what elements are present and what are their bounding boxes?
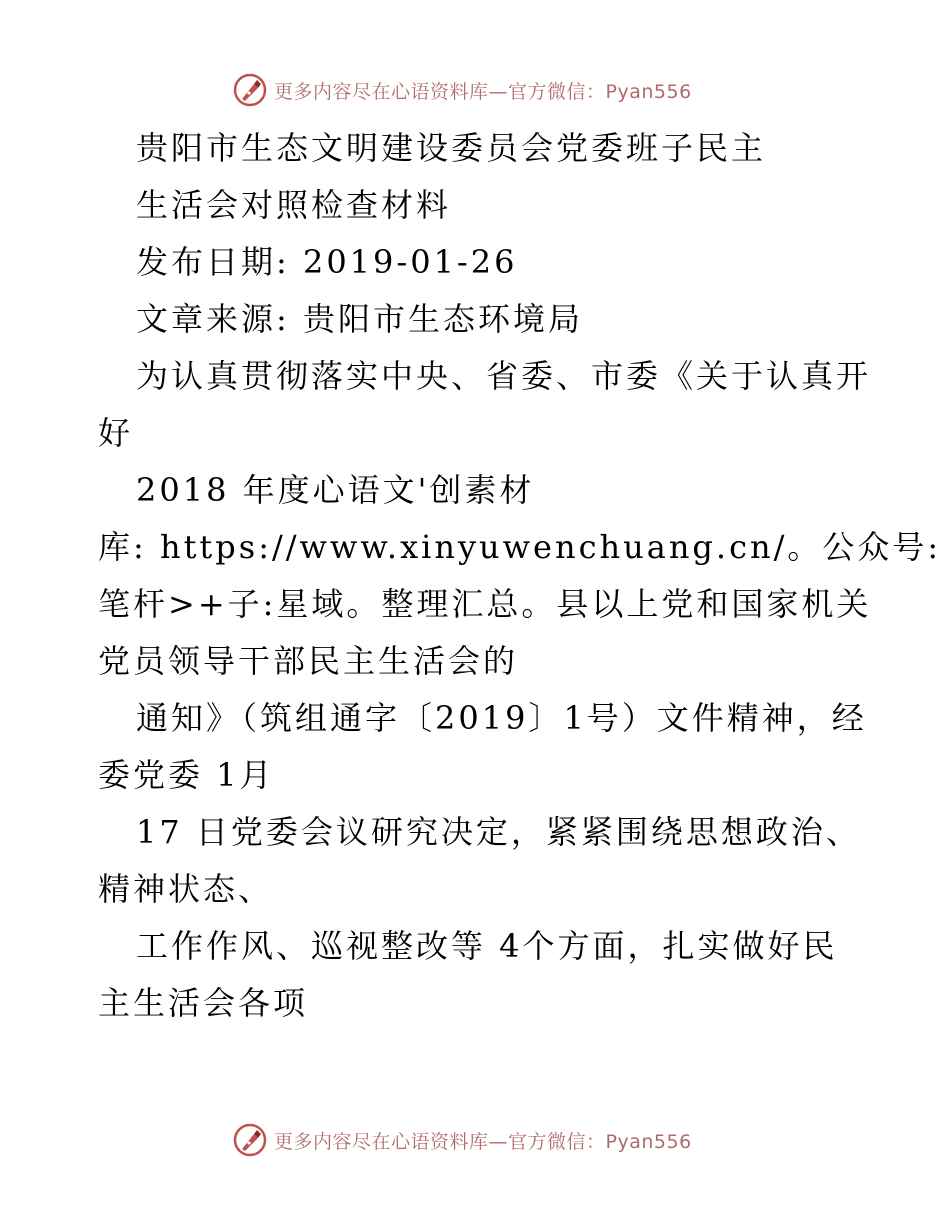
document-body xyxy=(98,120,942,1032)
publish-date: 发布日期: 2019-01-26 xyxy=(136,243,518,281)
paragraph-line: 通知》（筑组通字〔2019〕1号）文件精神，经 xyxy=(136,699,867,737)
paragraph-line: 笔杆>+子:星域。整理汇总。县以上党和国家机关 xyxy=(98,585,872,623)
paragraph-line: 主生活会各项 xyxy=(98,984,309,1022)
watermark-text: 更多内容尽在心语资料库—官方微信：Pyan556 xyxy=(274,1130,692,1153)
document-title-line-2: 生活会对照检查材料 xyxy=(136,186,452,224)
watermark-text: 更多内容尽在心语资料库—官方微信：Pyan556 xyxy=(274,80,692,103)
paragraph-line: 精神状态、 xyxy=(98,870,274,908)
paragraph-line: 为认真贯彻落实中央、省委、市委《关于认真开 xyxy=(136,357,872,395)
paragraph-line: 工作作风、巡视整改等 4个方面，扎实做好民 xyxy=(136,927,838,965)
paragraph-line: 2018 年度心语文'创素材 xyxy=(136,471,535,509)
pen-nib-logo-icon xyxy=(232,72,268,108)
document-title-line-1: 贵阳市生态文明建设委员会党委班子民主 xyxy=(136,129,767,167)
paragraph-line: 党员领导干部民主生活会的 xyxy=(98,642,519,680)
paragraph-line: 17 日党委会议研究决定，紧紧围绕思想政治、 xyxy=(136,813,861,851)
watermark-banner-bottom xyxy=(232,1120,692,1160)
pen-nib-logo-icon xyxy=(232,1122,268,1158)
watermark-banner-top xyxy=(232,70,692,110)
paragraph-line: 委党委 1月 xyxy=(98,756,275,794)
paragraph-line: 好 xyxy=(98,414,134,452)
article-source: 文章来源: 贵阳市生态环境局 xyxy=(136,300,583,338)
paragraph-line: 库: https://www.xinyuwenchuang.cn/。公众号: xyxy=(98,528,942,566)
